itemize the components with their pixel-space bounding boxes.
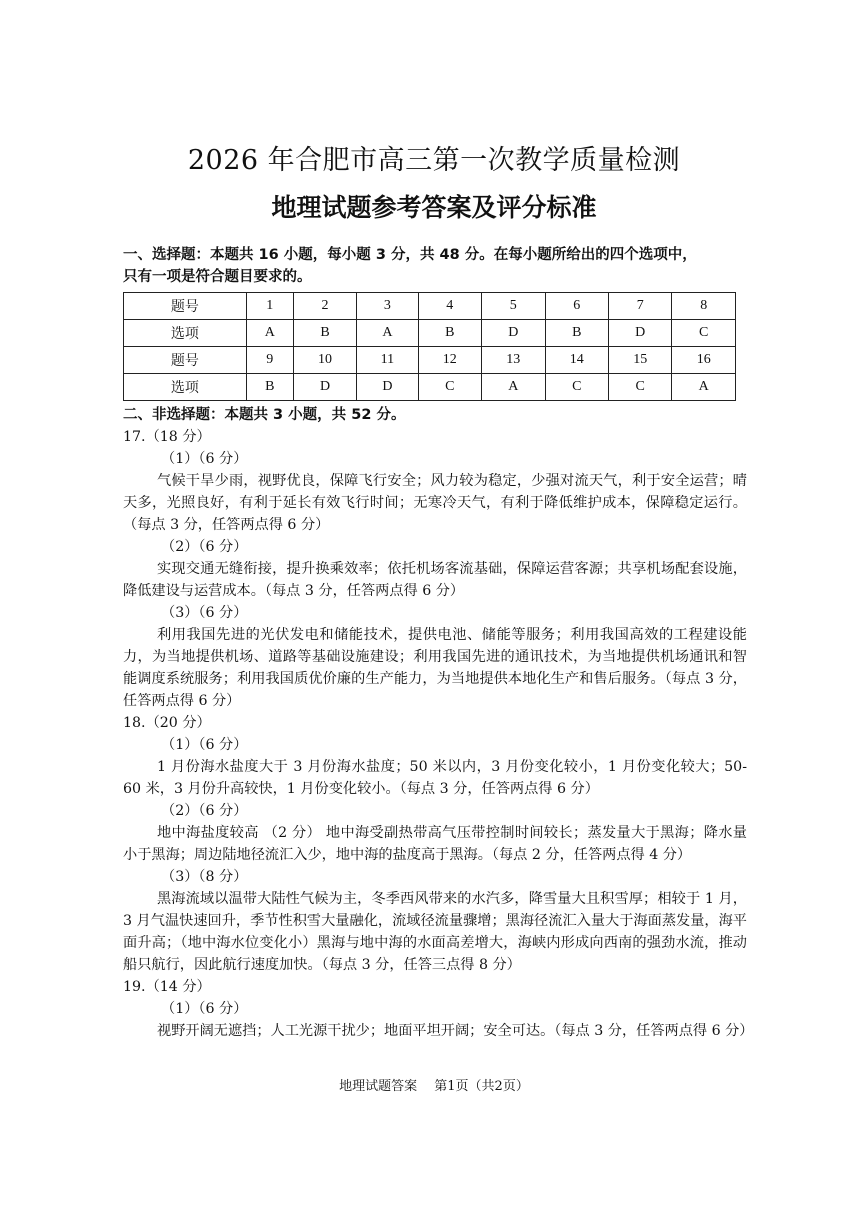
table-cell: A [357,320,418,347]
table-cell: 1 [246,293,293,320]
question-17-part2-text: 实现交通无缝衔接，提升换乘效率；依托机场客流基础，保障运营客源；共享机场配套设施，降低建设与运营成本。（每点 3 分，任答两点得 6 分） [123,561,747,599]
table-cell: 5 [482,293,545,320]
question-17-part2-label: （2）（6 分） [161,539,248,555]
answer-table [123,292,736,401]
section1-heading [123,244,753,288]
table-cell: A [246,320,293,347]
section2-heading: 二、非选择题：本题共 3 小题，共 52 分。 [123,407,406,423]
table-cell: 8 [672,293,736,320]
table-cell: B [418,320,481,347]
page-footer: 地理试题答案 第1页（共2页） [339,1079,529,1094]
table-cell: D [482,320,545,347]
table-cell: 14 [545,347,608,374]
page-subtitle: 地理试题参考答案及评分标准 [271,193,597,222]
table-cell: C [608,374,671,401]
table-cell: 题号 [124,293,247,320]
question-17-part1-text: 气候干旱少雨，视野优良，保障飞行安全；风力较为稳定，少强对流天气，利于安全运营；晴天多，光照良好，有利于延长有效飞行时间；无寒冷天气，有利于降低维护成本，保障稳定运行。（每点 3 分，任答两点得 6 分） [123,473,747,533]
question-18-part2-text: 地中海盐度较高 （2 分） 地中海受副热带高气压带控制时间较长；蒸发量大于黑海；降水量小于黑海；周边陆地径流汇入少，地中海的盐度高于黑海。（每点 2 分，任答两点得 4 分） [123,825,747,863]
question-18-part2-label: （2）（6 分） [161,803,248,819]
question-17-part1-label: （1）（6 分） [161,451,248,467]
question-18-part1-text: 1 月份海水盐度大于 3 月份海水盐度；50 米以内，3 月份变化较小，1 月份变化较大；50-60 米，3 月份升高较快，1 月份变化较小。（每点 3 分，任答两点得 6 分） [123,759,747,797]
question-19-label: 19.（14 分） [123,979,211,995]
table-cell: 11 [357,347,418,374]
table-cell: 7 [608,293,671,320]
table-cell: 12 [418,347,481,374]
table-row [124,374,736,401]
table-cell: 选项 [124,320,247,347]
section1-heading-line2: 只有一项是符合题目要求的。 [123,269,312,285]
table-cell: 16 [672,347,736,374]
table-cell: B [246,374,293,401]
table-cell: C [672,320,736,347]
question-18-label: 18.（20 分） [123,715,211,731]
page-title: 2026 年合肥市高三第一次教学质量检测 [187,145,681,176]
table-cell: 10 [293,347,356,374]
question-18-part3-text: 黑海流域以温带大陆性气候为主，冬季西风带来的水汽多，降雪量大且积雪厚；相较于 1 月，3 月气温快速回升，季节性积雪大量融化，流域径流量骤增；黑海径流汇入量大于海面蒸发量，海平面升高；（地中海水位变化小）黑海与地中海的水面高差增大，海峡内形成向西南的强劲水流，推动船只航行，因此航行速度加快。（每点 3 分，任答三点得 8 分） [123,891,747,973]
table-cell: 2 [293,293,356,320]
table-cell: 3 [357,293,418,320]
table-cell: 6 [545,293,608,320]
table-row [124,347,736,374]
question-17-part3-label: （3）（6 分） [161,605,248,621]
table-row [124,293,736,320]
table-row [124,320,736,347]
question-17-part3-text: 利用我国先进的光伏发电和储能技术，提供电池、储能等服务；利用我国高效的工程建设能力，为当地提供机场、道路等基础设施建设；利用我国先进的通讯技术，为当地提供机场通讯和智能调度系统服务；利用我国质优价廉的生产能力，为当地提供本地化生产和售后服务。（每点 3 分，任答两点得 6 分） [123,627,747,709]
table-cell: B [293,320,356,347]
question-19-part1-text: 视野开阔无遮挡；人工光源干扰少；地面平坦开阔；安全可达。（每点 3 分，任答两点得 6 分） [157,1023,754,1039]
section1-heading-line1: 一、选择题：本题共 16 小题，每小题 3 分，共 48 分。在每小题所给出的四个选项中， [123,247,697,263]
table-cell: D [293,374,356,401]
answer-body [123,426,754,1042]
table-cell: 选项 [124,374,247,401]
table-cell: C [418,374,481,401]
table-cell: A [672,374,736,401]
table-cell: 15 [608,347,671,374]
table-cell: 13 [482,347,545,374]
table-cell: D [608,320,671,347]
table-cell: D [357,374,418,401]
table-cell: A [482,374,545,401]
table-cell: C [545,374,608,401]
question-19-part1-label: （1）（6 分） [161,1001,248,1017]
question-17-label: 17.（18 分） [123,429,211,445]
table-cell: B [545,320,608,347]
question-18-part1-label: （1）（6 分） [161,737,248,753]
table-cell: 4 [418,293,481,320]
table-cell: 题号 [124,347,247,374]
table-cell: 9 [246,347,293,374]
question-18-part3-label: （3）（8 分） [161,869,248,885]
